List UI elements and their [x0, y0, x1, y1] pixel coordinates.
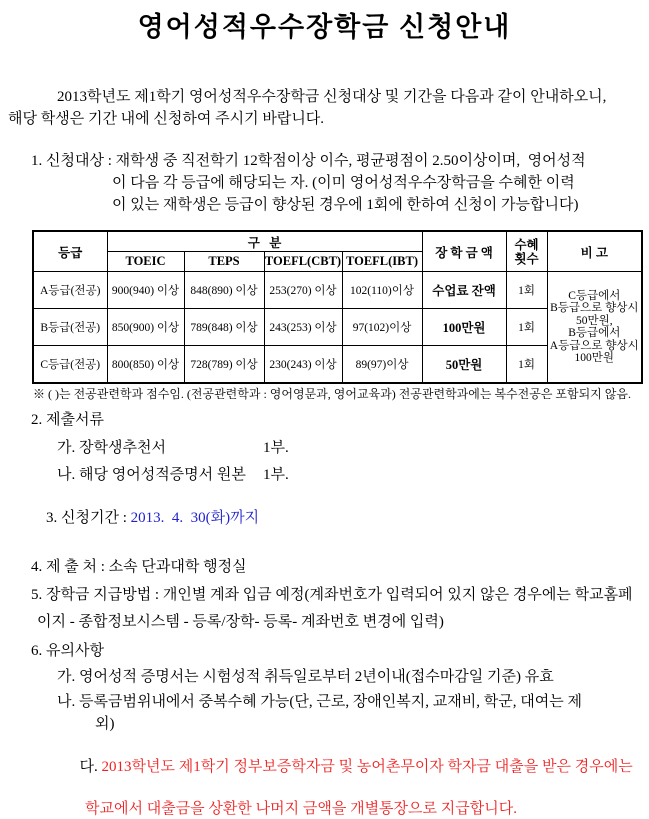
col-header-amount: 장 학 금 액 — [422, 231, 506, 272]
item-3-period — [31, 488, 649, 548]
item-6-notes — [0, 641, 649, 819]
intro-line-2: 해당 학생은 기간 내에 신청하여 주시기 바랍니다. — [8, 111, 325, 127]
numbered-list — [0, 410, 649, 819]
item-2-doc-b-value: 1부. — [263, 467, 289, 483]
cell-grade-b: B등급(전공) — [33, 309, 107, 346]
item-6-note-c-line-2: 학교에서 대출금을 상환한 나머지 금액을 개별통장으로 지급합니다. — [85, 801, 517, 817]
page-title: 영어성적우수장학금 신청안내 — [137, 12, 512, 42]
item-3-label: 3. 신청기간 : — [46, 510, 131, 526]
col-header-teps: TEPS — [184, 252, 264, 272]
item-6-note-b-line-1: 나. 등록금범위내에서 중복수혜 가능(단, 근로, 장애인복지, 교재비, 학군, 대여는 제 — [57, 694, 582, 710]
scholarship-table — [32, 230, 643, 384]
cell-toefl-ibt-c: 89(97)이상 — [342, 346, 422, 384]
item-2-doc-b-label: 나. 해당 영어성적증명서 원본 — [57, 467, 246, 483]
col-header-toefl-cbt: TOEFL(CBT) — [264, 252, 342, 272]
item-6-note-b-line-2: 외) — [95, 716, 115, 732]
item-4-submit-place: 4. 제 출 처 : 소속 단과대학 행정실 — [31, 559, 247, 575]
cell-count-a: 1회 — [506, 272, 547, 309]
item-3-deadline: 2013. 4. 30(화)까지 — [130, 510, 260, 526]
item-6-heading: 6. 유의사항 — [31, 643, 104, 659]
cell-toefl-cbt-c: 230(243) 이상 — [264, 346, 342, 384]
cell-teps-a: 848(890) 이상 — [184, 272, 264, 309]
item-5-line-2: 이지 - 종합정보시스템 - 등록/장학- 등록- 계좌번호 변경에 입력) — [37, 614, 444, 630]
cell-toefl-ibt-a: 102(110)이상 — [342, 272, 422, 309]
cell-toefl-cbt-a: 253(270) 이상 — [264, 272, 342, 309]
cell-toeic-a: 900(940) 이상 — [107, 272, 184, 309]
col-header-note: 비 고 — [547, 231, 642, 272]
item-6-note-c-warning-1: 2013학년도 제1학기 정부보증학자금 및 농어촌무이자 학자금 대출을 받은 경우에는 — [101, 759, 633, 775]
table-header-row-1 — [33, 231, 642, 252]
col-header-toeic: TOEIC — [107, 252, 184, 272]
table-row-grade-a — [33, 272, 642, 309]
cell-toefl-cbt-b: 243(253) 이상 — [264, 309, 342, 346]
item-6-note-c-line-1 — [57, 737, 649, 797]
intro-paragraph — [0, 86, 649, 130]
cell-grade-c: C등급(전공) — [33, 346, 107, 384]
item-1-line-3: 이 있는 재학생은 등급이 향상된 경우에 1회에 한하여 신청이 가능합니다) — [112, 197, 579, 213]
item-2-doc-a-label: 가. 장학생추천서 — [57, 440, 166, 456]
cell-grade-a: A등급(전공) — [33, 272, 107, 309]
cell-teps-c: 728(789) 이상 — [184, 346, 264, 384]
cell-amount-a: 수업료 잔액 — [422, 272, 506, 309]
cell-amount-c: 50만원 — [422, 346, 506, 384]
item-1-eligibility — [0, 150, 649, 216]
benefit-count-line-1: 수혜 — [514, 237, 539, 252]
benefit-count-line-2: 횟수 — [514, 251, 539, 266]
cell-toeic-c: 800(850) 이상 — [107, 346, 184, 384]
item-1-line-1: 1. 신청대상 : 재학생 중 직전학기 12학점이상 이수, 평균평점이 2.50이상이며, 영어성적 — [31, 153, 586, 169]
cell-teps-b: 789(848) 이상 — [184, 309, 264, 346]
item-6-note-c-prefix: 다. — [79, 759, 102, 775]
col-header-benefit-count — [506, 231, 547, 272]
cell-count-c: 1회 — [506, 346, 547, 384]
item-1-line-2: 이 다음 각 등급에 해당되는 자. (이미 영어성적우수장학금을 수혜한 이력 — [112, 175, 575, 191]
col-header-grade: 등급 — [33, 231, 107, 272]
item-2-doc-a-value: 1부. — [263, 440, 289, 456]
col-header-toefl-ibt: TOEFL(IBT) — [342, 252, 422, 272]
item-2-doc-a — [57, 436, 649, 457]
scholarship-table-wrapper — [32, 230, 649, 384]
item-5-payment — [0, 585, 649, 632]
intro-line-1: 2013학년도 제1학기 영어성적우수장학금 신청대상 및 기간을 다음과 같이 안내하오니, — [57, 89, 607, 105]
table-footnote: ※ ( )는 전공관련학과 점수임. (전공관련학과 : 영어영문과, 영어교육과) 전공관련학과에는 복수전공은 포함되지 않음. — [33, 387, 631, 401]
cell-count-b: 1회 — [506, 309, 547, 346]
item-2-doc-b — [57, 463, 649, 484]
item-2-heading: 2. 제출서류 — [31, 412, 104, 428]
cell-toeic-b: 850(900) 이상 — [107, 309, 184, 346]
item-6-note-a: 가. 영어성적 증명서는 시험성적 취득일로부터 2년이내(접수마감일 기준) 유효 — [57, 669, 554, 685]
cell-amount-b: 100만원 — [422, 309, 506, 346]
cell-note-span: C등급에서 B등급으로 향상시 50만원, B등급에서 A등급으로 향상시 100만원 — [547, 272, 642, 384]
cell-toefl-ibt-b: 97(102)이상 — [342, 309, 422, 346]
col-header-division: 구 분 — [107, 231, 422, 252]
item-5-line-1: 5. 장학금 지급방법 : 개인별 계좌 입금 예정(계좌번호가 입력되어 있지 않은 경우에는 학교홈페 — [31, 587, 633, 603]
